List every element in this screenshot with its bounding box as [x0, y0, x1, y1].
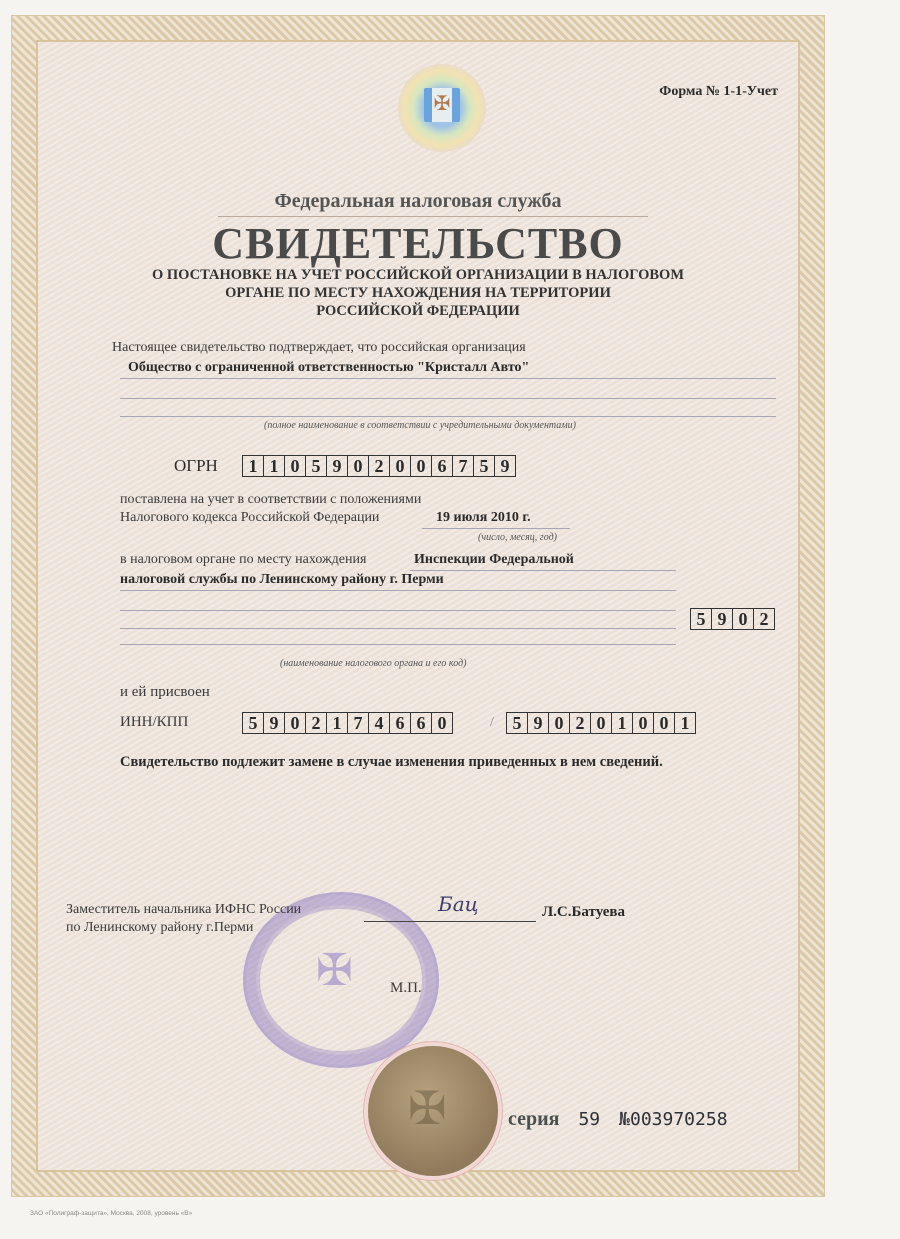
assigned-intro: и ей присвоен	[120, 684, 210, 700]
field-line	[120, 610, 676, 611]
digit: 2	[570, 713, 591, 733]
digit: 0	[549, 713, 570, 733]
digit: 0	[654, 713, 675, 733]
field-line	[422, 528, 570, 529]
field-line	[120, 628, 676, 629]
signer-position-2: по Ленинскому району г.Перми	[66, 920, 254, 935]
digit: 9	[264, 713, 285, 733]
registration-line-2: Налогового кодекса Российской Федерации	[120, 510, 380, 525]
stamp-place: М.П.	[390, 980, 422, 996]
replacement-notice: Свидетельство подлежит замене в случае изменения приведенных в нем сведений.	[120, 754, 663, 770]
tax-office-intro: в налоговом органе по месту нахождения	[120, 552, 367, 567]
hologram-emblem-icon	[398, 64, 486, 152]
digit: 1	[680, 713, 690, 733]
inn-kpp-label: ИНН/КПП	[120, 714, 189, 730]
inn-value	[242, 712, 453, 734]
digit: 0	[348, 456, 369, 476]
digit: 0	[633, 713, 654, 733]
digit: 2	[306, 713, 327, 733]
digit: 9	[528, 713, 549, 733]
ogrn-value	[242, 455, 516, 477]
certificate-border	[12, 16, 824, 1196]
field-line	[120, 398, 776, 399]
digit: 7	[348, 713, 369, 733]
eagle-icon: ✠	[316, 946, 353, 995]
registration-line-1: поставлена на учет в соответствии с положениями	[120, 492, 422, 507]
field-line	[410, 570, 676, 571]
serial-number: №003970258	[619, 1109, 728, 1130]
digit: 2	[759, 609, 769, 629]
digit: 9	[712, 609, 733, 629]
form-number: Форма № 1-1-Учет	[659, 84, 778, 99]
divider	[218, 216, 648, 217]
field-line	[120, 644, 676, 645]
digit: 6	[432, 456, 453, 476]
organization-hint: (полное наименование в соответствии с учредительными документами)	[264, 420, 576, 431]
digit: 1	[612, 713, 633, 733]
gold-seal	[368, 1046, 498, 1176]
organization-name: Общество с ограниченной ответственностью "Кристалл Авто"	[128, 360, 530, 375]
digit: 1	[264, 456, 285, 476]
digit: 9	[327, 456, 348, 476]
digit: 0	[390, 456, 411, 476]
digit: 0	[285, 713, 306, 733]
handwritten-signature: Бац	[438, 892, 479, 916]
tax-office-name-2: налоговой службы по Ленинскому району г. Перми	[120, 572, 444, 587]
field-line	[120, 590, 676, 591]
series-value: 59	[578, 1109, 601, 1130]
digit: 6	[411, 713, 432, 733]
authority-name: Федеральная налоговая служба	[274, 190, 562, 212]
digit: 0	[591, 713, 612, 733]
digit: 6	[390, 713, 411, 733]
digit: 1	[243, 456, 264, 476]
eagle-icon: ✠	[433, 93, 451, 115]
digit: 5	[306, 456, 327, 476]
serial-block	[508, 1108, 728, 1131]
digit: 5	[691, 609, 712, 629]
digit: 0	[285, 456, 306, 476]
series-label: серия	[508, 1108, 560, 1130]
field-line	[120, 378, 776, 379]
digit: 0	[733, 609, 754, 629]
signature-line	[364, 921, 536, 922]
tax-office-name-1: Инспекции Федеральной	[414, 552, 574, 567]
digit: 0	[411, 456, 432, 476]
kpp-value	[506, 712, 696, 734]
certificate-paper	[38, 42, 798, 1170]
digit: 5	[507, 713, 528, 733]
digit: 5	[474, 456, 495, 476]
inn-kpp-separator: /	[490, 715, 494, 730]
signer-name: Л.С.Батуева	[542, 904, 626, 920]
document-subtitle	[38, 266, 798, 320]
tax-office-hint: (наименование налогового органа и его код)	[280, 658, 467, 669]
digit: 0	[437, 713, 447, 733]
subtitle-line: ОРГАНЕ ПО МЕСТУ НАХОЖДЕНИЯ НА ТЕРРИТОРИИ	[225, 285, 611, 301]
ogrn-label: ОГРН	[174, 456, 218, 475]
signer-position-1: Заместитель начальника ИФНС России	[66, 902, 302, 917]
printer-note: ЗАО «Полиграф-защита», Москва, 2008, уровень «В»	[30, 1210, 193, 1217]
tax-office-code	[690, 608, 775, 630]
digit: 9	[500, 456, 510, 476]
digit: 7	[453, 456, 474, 476]
subtitle-line: РОССИЙСКОЙ ФЕДЕРАЦИИ	[316, 303, 520, 319]
date-hint: (число, месяц, год)	[478, 532, 557, 543]
subtitle-line: О ПОСТАНОВКЕ НА УЧЕТ РОССИЙСКОЙ ОРГАНИЗАЦИИ В НАЛОГОВОМ	[151, 267, 685, 283]
field-line	[120, 416, 776, 417]
digit: 5	[243, 713, 264, 733]
registration-date: 19 июля 2010 г.	[436, 510, 531, 525]
document-title: СВИДЕТЕЛЬСТВО	[212, 219, 624, 268]
organization-intro: Настоящее свидетельство подтверждает, что российская организация	[112, 340, 526, 355]
digit: 1	[327, 713, 348, 733]
eagle-icon: ✠	[408, 1083, 447, 1134]
digit: 2	[369, 456, 390, 476]
digit: 4	[369, 713, 390, 733]
